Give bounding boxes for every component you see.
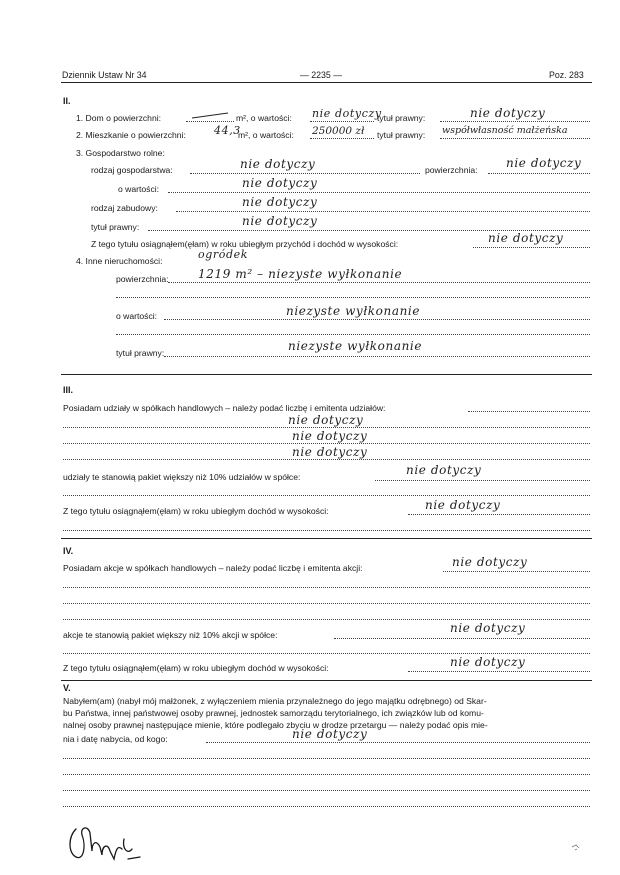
header-rule: [61, 82, 592, 83]
shares-line-3: [63, 443, 590, 444]
house-value-handwritten: nie dotyczy: [312, 107, 382, 120]
page-number: — 2235 —: [300, 70, 343, 80]
other-area-label: powierzchnia:: [116, 274, 169, 284]
section-2-number: II.: [63, 96, 71, 106]
section-rule-5: [61, 680, 592, 681]
farm-type-line: [190, 173, 420, 174]
acquired-line-4: [63, 790, 590, 791]
shares-income-handwritten: nie dotyczy: [425, 498, 501, 512]
shares-package-handwritten: nie dotyczy: [406, 463, 482, 477]
house-value-line: [310, 121, 374, 122]
house-value-label: m², o wartości:: [236, 113, 292, 123]
other-property-handwritten: ogródek: [198, 248, 248, 261]
farm-value-line: [168, 192, 590, 193]
journal-title: Dziennik Ustaw Nr 34: [62, 70, 147, 80]
acquired-line: [206, 742, 590, 743]
stocks-line-2: [63, 587, 590, 588]
stocks-line-3: [63, 603, 590, 604]
position-number: Poz. 283: [549, 70, 584, 80]
farm-title-label: tytuł prawny:: [91, 222, 140, 232]
shares-income-line: [408, 514, 590, 515]
acquired-text-line-1: Nabyłem(am) (nabył mój małżonek, z wyłączeniem mienia przynależnego do jego majątku odrębnego) od Skar-: [63, 696, 487, 706]
stocks-package-line: [334, 638, 590, 639]
farm-income-line: [473, 247, 590, 248]
section-rule-3: [61, 374, 592, 375]
acquired-line-5: [63, 806, 590, 807]
shares-line-4: [63, 459, 590, 460]
shares-line-2: [63, 427, 590, 428]
acquired-line-2: [63, 758, 590, 759]
stocks-line: [443, 571, 590, 572]
flat-area-handwritten: 44,3: [214, 124, 241, 137]
acquired-handwritten: nie dotyczy: [292, 727, 368, 741]
shares-package-line: [375, 480, 590, 481]
flat-value-handwritten: 250000 zł: [312, 125, 365, 137]
house-area-dash-mark: [190, 110, 230, 120]
house-area-label: 1. Dom o powierzchni:: [76, 113, 162, 123]
section-4-number: IV.: [63, 546, 74, 556]
flat-title-line: [440, 138, 590, 139]
farm-type-label: rodzaj gospodarstwa:: [91, 165, 173, 175]
farm-title-handwritten: nie dotyczy: [242, 214, 318, 228]
stray-mark: [570, 842, 582, 852]
acquired-text-line-3: nalnej osoby prawnej następujące mienie, które podlegało zbyciu w drodze przetargu — należy podać opis mie-: [63, 720, 488, 730]
farm-area-handwritten: nie dotyczy: [506, 156, 582, 170]
farm-buildings-label: rodzaj zabudowy:: [91, 203, 158, 213]
flat-value-line: [310, 138, 374, 139]
stocks-package-extra-line: [63, 653, 590, 654]
flat-title-label: tytuł prawny:: [377, 130, 426, 140]
other-property-label: 4. Inne nieruchomości:: [76, 256, 163, 266]
stocks-income-label: Z tego tytułu osiągnąłem(ęłam) w roku ubiegłym dochód w wysokości:: [63, 663, 329, 673]
farm-buildings-handwritten: nie dotyczy: [242, 195, 318, 209]
shares-income-label: Z tego tytułu osiągnąłem(ęłam) w roku ubiegłym dochód w wysokości:: [63, 506, 329, 516]
shares-handwritten-1: nie dotyczy: [288, 413, 364, 427]
stocks-line-4: [63, 619, 590, 620]
farm-income-label: Z tego tytułu osiągnąłem(ęłam) w roku ubiegłym przychód i dochód w wysokości:: [91, 239, 399, 249]
other-value-line: [164, 319, 590, 320]
stocks-income-handwritten: nie dotyczy: [450, 655, 526, 669]
shares-handwritten-3: nie dotyczy: [292, 445, 368, 459]
flat-title-handwritten: współwłasność małżeńska: [442, 125, 568, 136]
shares-label: Posiadam udziały w spółkach handlowych – należy podać liczbę i emitenta udziałów:: [63, 403, 386, 413]
other-area-handwritten: 1219 m² – niezyste wyłkonanie: [198, 267, 403, 281]
signature: [62, 815, 152, 865]
stocks-package-handwritten: nie dotyczy: [450, 621, 526, 635]
farm-label: 3. Gospodarstwo rolne:: [76, 148, 165, 158]
farm-value-label: o wartości:: [118, 184, 160, 194]
other-area-extra-line: [116, 297, 590, 298]
stocks-handwritten: nie dotyczy: [452, 555, 528, 569]
section-5-number: V.: [63, 683, 71, 693]
farm-income-handwritten: nie dotyczy: [488, 231, 564, 245]
house-title-handwritten: nie dotyczy: [470, 106, 546, 120]
other-title-line: [164, 356, 590, 357]
farm-value-handwritten: nie dotyczy: [242, 176, 318, 190]
flat-area-label: 2. Mieszkanie o powierzchni:: [76, 130, 186, 140]
acquired-text-line-2: bu Państwa, innej państwowej osoby prawnej, jednostek samorządu terytorialnego, ich związków lub od komu-: [63, 708, 484, 718]
house-title-label: tytuł prawny:: [377, 113, 426, 123]
other-title-label: tytuł prawny:: [116, 348, 165, 358]
section-rule-4: [61, 538, 592, 539]
other-area-line: [168, 282, 590, 283]
acquired-label: nia i datę nabycia, od kogo:: [63, 734, 168, 744]
shares-package-label: udziały te stanowią pakiet większy niż 10% udziałów w spółce:: [63, 472, 301, 482]
shares-handwritten-2: nie dotyczy: [292, 429, 368, 443]
other-value-label: o wartości:: [116, 311, 158, 321]
other-title-handwritten: niezyste wyłkonanie: [288, 339, 423, 353]
other-value-handwritten: niezyste wyłkonanie: [286, 304, 421, 318]
other-value-extra-line: [116, 334, 590, 335]
house-area-line: [186, 121, 234, 122]
shares-package-extra-line: [63, 495, 590, 496]
flat-value-label: m², o wartości:: [238, 130, 294, 140]
shares-line: [468, 411, 590, 412]
section-3-number: III.: [63, 385, 74, 395]
stocks-income-line: [408, 671, 590, 672]
acquired-line-3: [63, 774, 590, 775]
farm-type-handwritten: nie dotyczy: [240, 157, 316, 171]
stocks-package-label: akcje te stanowią pakiet większy niż 10% akcji w spółce:: [63, 630, 278, 640]
farm-area-line: [488, 173, 590, 174]
shares-income-extra-line: [63, 530, 590, 531]
house-title-line: [440, 121, 590, 122]
stocks-label: Posiadam akcje w spółkach handlowych – należy podać liczbę i emitenta akcji:: [63, 563, 363, 573]
farm-buildings-line: [176, 211, 590, 212]
farm-area-label: powierzchnia:: [425, 165, 478, 175]
